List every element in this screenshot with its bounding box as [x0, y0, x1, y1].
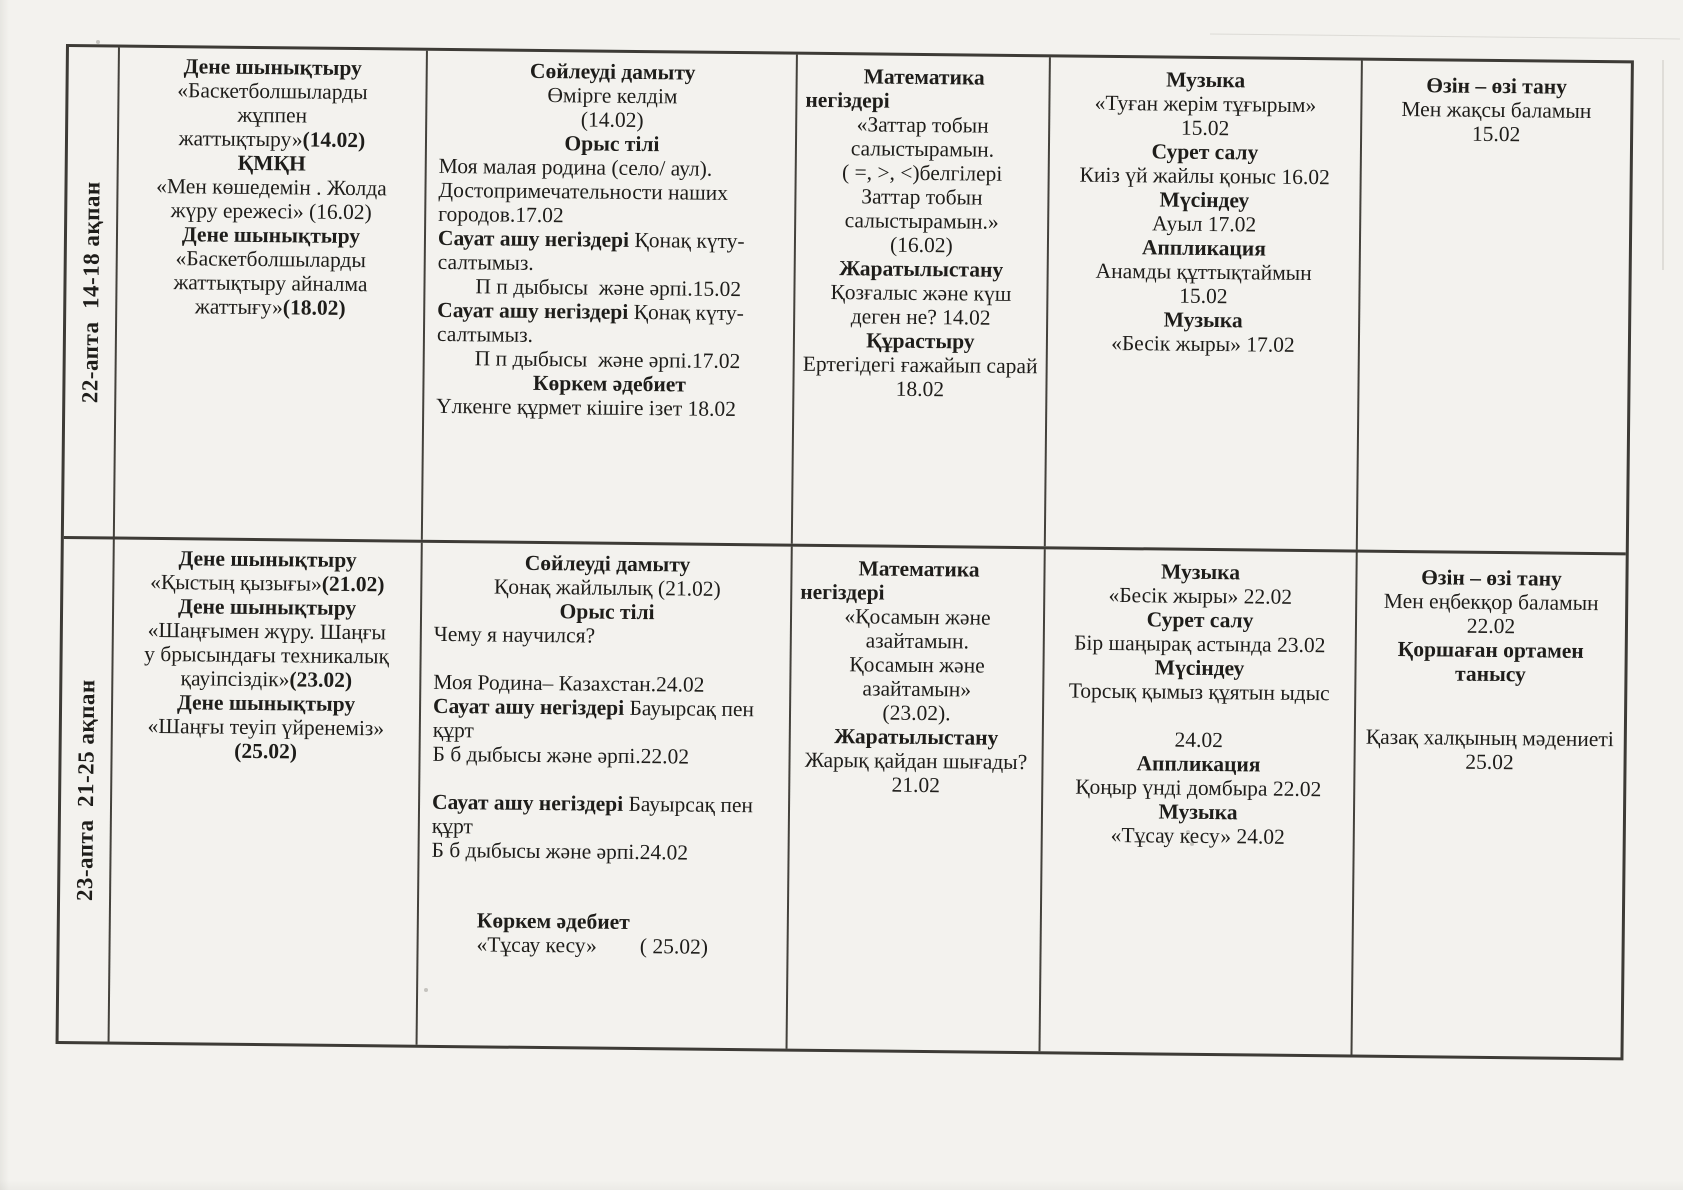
lesson-entry — [437, 298, 783, 350]
entry-date: (18.02) — [282, 295, 346, 320]
lesson-entry: Анамды құттықтаймын — [1095, 258, 1312, 286]
subject-heading: Дене шынықтыру — [183, 54, 362, 81]
lesson-entry: Мен жақсы баламын — [1401, 96, 1592, 123]
subject-lead: Сауат ашу негіздері — [437, 225, 630, 252]
lesson-entry: Қазақ халқының мәдениеті 25.02 — [1365, 724, 1614, 775]
subject-heading: Жаратылыстану — [834, 724, 999, 750]
lesson-entry: «Бесік жыры» 22.02 — [1108, 582, 1293, 609]
subject-heading: Дене шынықтыру — [177, 594, 357, 621]
lesson-date: 15.02 — [1180, 115, 1230, 141]
lesson-entry: «Бесік жыры» 17.02 — [1111, 330, 1295, 357]
subject-heading: Дене шынықтыру — [178, 546, 357, 573]
subject-heading: Музыка — [1160, 559, 1241, 585]
lesson-date: (23.02). — [882, 700, 951, 726]
lesson-entry — [143, 618, 390, 693]
lesson-entry: Өмірге келдім — [547, 83, 678, 109]
cell-speech-development — [418, 543, 793, 1049]
lesson-entry — [147, 246, 394, 321]
lesson-date: 15.02 — [1179, 283, 1228, 309]
lesson-entry — [149, 78, 396, 153]
lesson-entry: «Тұсау кесу» ( 25.02) — [476, 932, 709, 959]
entry-text: «Баскетболшыларды жұппен жаттықтыру» — [177, 78, 368, 152]
subject-lead: Сауат ашу негіздері — [432, 693, 625, 720]
week-label-cell — [59, 539, 115, 1042]
subject-heading: Аппликация — [1141, 235, 1267, 261]
subject-heading: ҚМҚН — [237, 150, 306, 176]
lesson-entry: П п дыбысы және әрпі.17.02 — [474, 346, 741, 374]
lesson-entry: Үлкенге құрмет кішіге ізет 18.02 — [436, 393, 737, 422]
subject-heading: Өзін – өзі тану — [1421, 565, 1562, 591]
week-row — [64, 47, 1631, 555]
lesson-entry: «Тұсау кесу» 24.02 — [1110, 822, 1285, 849]
entry-date: (23.02) — [289, 667, 353, 693]
cell-mathematics — [788, 547, 1046, 1052]
week-label: 23-апта 21-25 ақпан — [71, 679, 99, 902]
lesson-entry: «Мен көшедемін . Жолда жүру ережесі» (16.02) — [156, 173, 387, 225]
scan-streak — [1210, 34, 1680, 40]
lesson-entry: Мен еңбекқор баламын — [1383, 588, 1599, 616]
week-row — [59, 539, 1626, 1057]
week-label: 22-апта 14-18 ақпан — [76, 180, 105, 403]
week-label-cell — [64, 47, 120, 537]
lesson-entry: «Шаңғы теуіп үйренеміз» — [147, 713, 385, 741]
lesson-entry: Ертегідегі ғажайып сарай 18.02 — [802, 351, 1038, 402]
entry-text: «Қыстың қызығы» — [150, 569, 322, 596]
subject-heading: Математика негіздері — [805, 64, 985, 113]
lesson-date: 15.02 — [1471, 121, 1521, 147]
lesson-entry — [432, 790, 778, 842]
lesson-date: (14.02) — [580, 107, 644, 133]
cell-self-knowledge — [1352, 553, 1625, 1058]
lesson-entry: Чему я научился? — [433, 621, 596, 648]
lesson-date: 24.02 — [1174, 727, 1224, 753]
cell-self-knowledge — [1358, 61, 1631, 553]
subject-heading: Музыка — [1163, 307, 1243, 333]
lesson-entry: Қоңыр үнді домбыра 22.02 — [1075, 774, 1322, 802]
entry-date: (14.02) — [302, 127, 366, 153]
cell-speech-development — [423, 51, 798, 544]
lesson-entry: Б б дыбысы және әрпі.22.02 — [432, 741, 690, 769]
entry-text: «Баскетболшыларды жаттықтыру айналма жаттығу» — [173, 246, 368, 320]
lesson-entry: Б б дыбысы және әрпі.24.02 — [431, 837, 689, 865]
subject-heading: Мүсіндеу — [1154, 655, 1245, 681]
lesson-entry: Жарық қайдан шығады? 21.02 — [804, 747, 1028, 798]
subject-heading: Математика негіздері — [800, 556, 980, 605]
cell-music-and-art — [1041, 549, 1358, 1054]
lesson-entry: «Туған жерім тұғырым» — [1094, 90, 1317, 118]
lesson-entry: Торсық қымыз құятын ыдыс — [1068, 678, 1330, 706]
cell-mathematics — [793, 55, 1051, 547]
subject-lead: Сауат ашу негіздері — [437, 297, 629, 324]
lesson-entry: Моя Родина– Казахстан.24.02 — [433, 669, 705, 697]
lesson-date: (16.02) — [889, 232, 953, 258]
subject-heading: Аппликация — [1136, 751, 1261, 777]
subject-heading: Орыс тілі — [564, 131, 660, 157]
lesson-entry: Бір шаңырақ астында 23.02 — [1074, 630, 1326, 658]
lesson-entry: «Қосамын және азайтамын. — [844, 604, 991, 654]
subject-heading: Сурет салу — [1146, 607, 1254, 633]
subject-heading: Орыс тілі — [559, 599, 655, 625]
lesson-entry — [438, 226, 784, 278]
entry-text: «Шаңғымен жүру. Шаңғы у брысындағы техникалық қауіпсіздік» — [144, 617, 390, 692]
lesson-entry: «Заттар тобын салыстырамын. — [850, 112, 995, 162]
subject-heading: Құрастыру — [866, 328, 975, 354]
entry-text: Қонақ күту-салтымыз. — [436, 299, 744, 347]
lesson-entry — [144, 570, 390, 597]
cell-music-and-art — [1046, 57, 1363, 549]
subject-heading: Көркем әдебиет — [476, 908, 630, 934]
lesson-entry: Қонақ жайлылық (21.02) — [493, 574, 721, 601]
cell-physical-education — [110, 540, 423, 1045]
lesson-entry: ( =, >, <)белгілері — [841, 160, 1003, 186]
lesson-date: 22.02 — [1466, 613, 1516, 639]
entry-text: Қонақ күту-салтымыз. — [437, 227, 745, 275]
lesson-entry: Киіз үй жайлы қоныс 16.02 — [1079, 162, 1330, 190]
lesson-entry: Моя малая родина (село/ аул). Достопримечательности наших городов.17.02 — [438, 153, 729, 228]
subject-heading: Мүсіндеу — [1159, 187, 1250, 213]
lesson-plan-table — [56, 44, 1634, 1060]
cell-physical-education — [115, 48, 428, 540]
subject-heading: Дене шынықтыру — [181, 222, 361, 249]
lesson-entry: Қозғалыс және күш деген не? 14.02 — [830, 280, 1012, 330]
subject-heading: Жаратылыстану — [839, 256, 1004, 282]
lesson-entry: Заттар тобын салыстырамын.» — [844, 184, 999, 234]
lesson-entry: Ауыл 17.02 — [1151, 211, 1257, 237]
subject-heading: Дене шынықтыру — [176, 690, 356, 717]
subject-heading: Көркем әдебиет — [532, 370, 687, 397]
subject-heading: Музыка — [1158, 799, 1238, 825]
lesson-entry: Қосамын және азайтамын» — [849, 652, 985, 702]
subject-heading: Сурет салу — [1151, 139, 1259, 165]
scan-streak — [1662, 60, 1664, 270]
subject-heading: Сөйлеуді дамыту — [529, 58, 696, 85]
subject-heading: Музыка — [1166, 67, 1246, 93]
lesson-date: (25.02) — [234, 738, 298, 764]
entry-date: (21.02) — [321, 571, 385, 597]
lesson-entry — [433, 694, 779, 746]
subject-lead: Сауат ашу негіздері — [431, 789, 624, 816]
subject-heading: Сөйлеуді дамыту — [524, 550, 691, 577]
entry-text: Бауырсақ пен құрт — [431, 791, 754, 839]
lesson-entry: П п дыбысы және әрпі.15.02 — [475, 274, 742, 302]
subject-heading: Өзін – өзі тану — [1426, 73, 1568, 99]
entry-text: Бауырсақ пен құрт — [432, 695, 755, 743]
subject-heading: Қоршаған ортамен танысу — [1397, 636, 1584, 687]
